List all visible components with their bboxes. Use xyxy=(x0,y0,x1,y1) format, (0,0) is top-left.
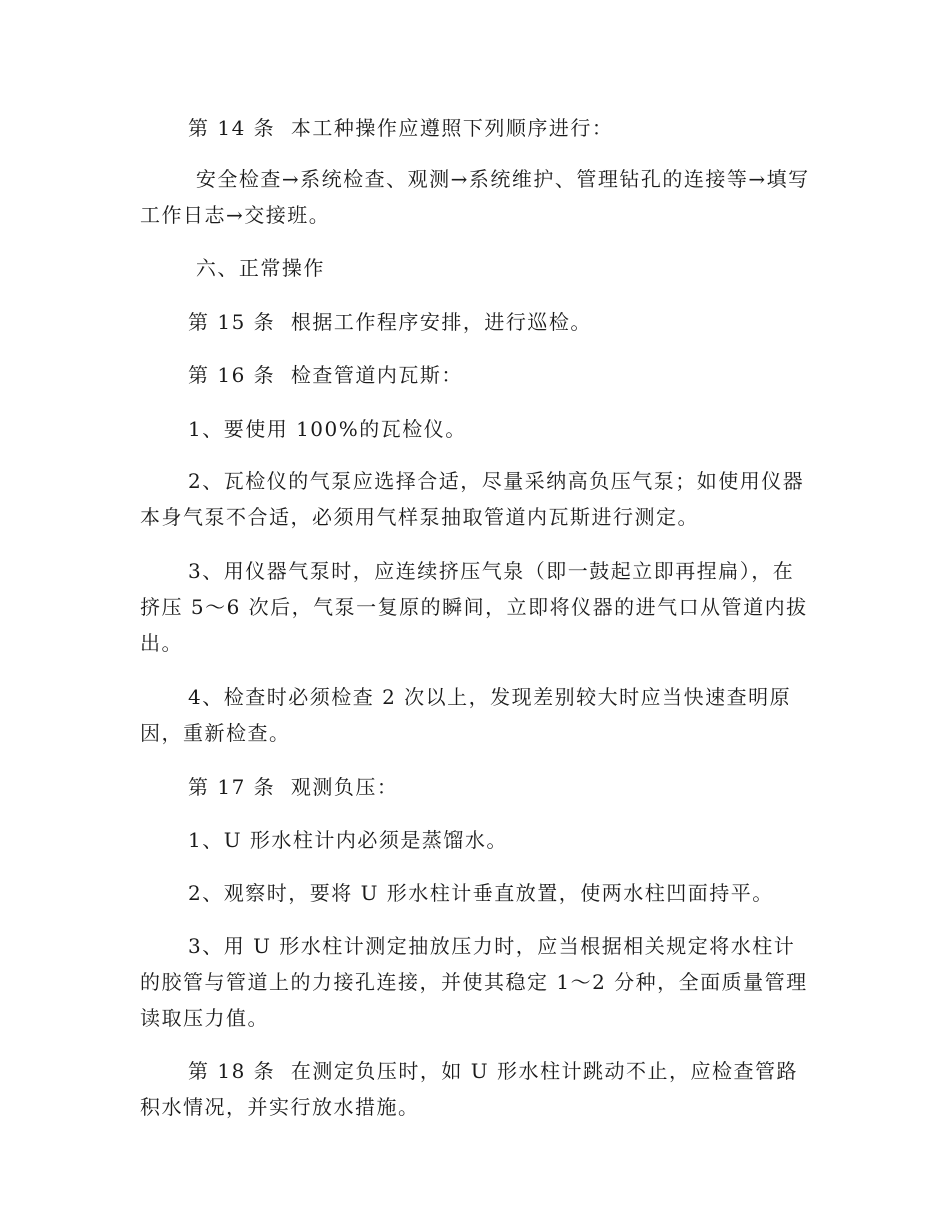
article-17-item-3: 3、用 U 形水柱计测定抽放压力时，应当根据相关规定将水柱计的胶管与管道上的力接孔连接，并使其稳定 1～2 分种，全面质量管理读取压力值。 xyxy=(140,934,808,1030)
article-18-text: 第 18 条 在测定负压时，如 U 形水柱计跳动不止，应检查管路积水情况，并实行放水措施。 xyxy=(140,1059,798,1119)
article-16-item-4: 4、检查时必须检查 2 次以上，发现差别较大时应当快速查明原因，重新检查。 xyxy=(140,685,792,745)
article-16-item-2: 2、瓦检仪的气泵应选择合适，尽量采纳高负压气泵；如使用仪器本身气泵不合适，必须用气样泵抽取管道内瓦斯进行测定。 xyxy=(140,469,805,529)
article-15-text: 第 15 条 根据工作程序安排，进行巡检。 xyxy=(188,310,592,334)
article-17-item-2: 2、观察时，要将 U 形水柱计垂直放置，使两水柱凹面持平。 xyxy=(188,881,774,905)
article-16-item-1: 1、要使用 100%的瓦检仪。 xyxy=(188,417,467,441)
article-14-sequence: 安全检查→系统检查、观测→系统维护、管理钻孔的连接等→填写工作日志→交接班。 xyxy=(140,167,810,227)
article-17-heading: 第 17 条 观测负压： xyxy=(188,775,399,799)
article-17-item-1: 1、U 形水柱计内必须是蒸馏水。 xyxy=(188,828,508,852)
article-16-item-3: 3、用仪器气泵时，应连续挤压气泉（即一鼓起立即再捏扁），在挤压 5～6 次后，气泵一复原的瞬间，立即将仪器的进气口从管道内拔出。 xyxy=(140,559,808,655)
article-14-heading: 第 14 条 本工种操作应遵照下列顺序进行： xyxy=(188,116,614,140)
section-6-heading: 六、正常操作 xyxy=(188,256,325,280)
article-16-heading: 第 16 条 检查管道内瓦斯： xyxy=(188,363,463,387)
